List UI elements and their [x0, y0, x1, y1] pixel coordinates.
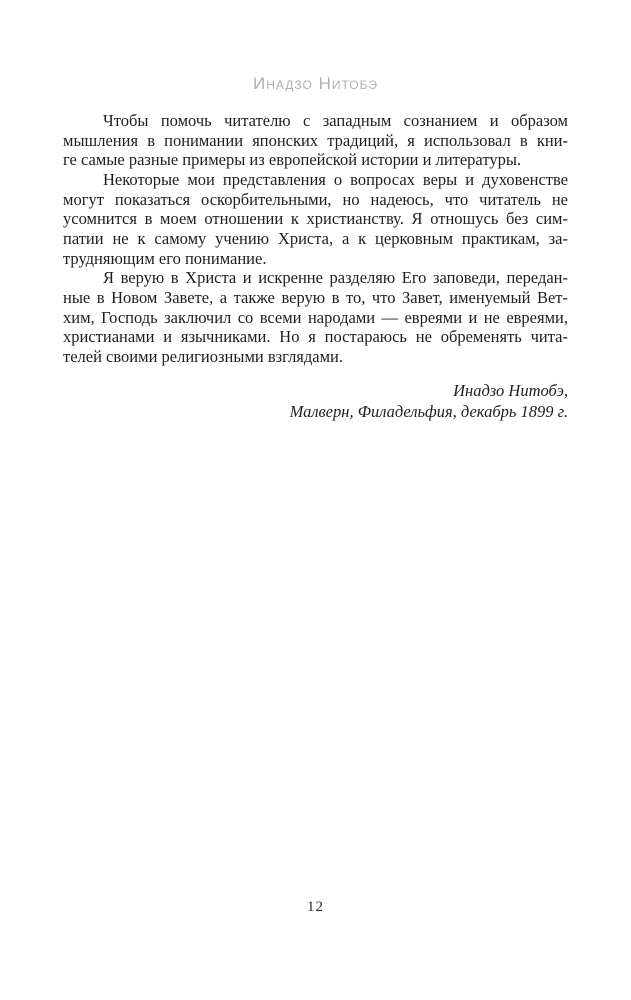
body-line: Чтобы помочь читателю с западным сознанием и образом — [103, 111, 568, 130]
body-line: ге самые разные примеры из европейской истории и литературы. — [63, 150, 522, 170]
body-line: Некоторые мои представления о вопросах веры и духовенстве — [103, 169, 568, 189]
body-line: усомнится в моем отношении к христианству. Я отношусь без сим- — [63, 209, 568, 229]
body-line: хим, Господь заключил со всеми народами — евреями и не евреями, — [63, 307, 568, 327]
body-line: Я верую в Христа и искренне разделяю Его заповеди, передан- — [103, 268, 568, 288]
paragraph — [63, 268, 568, 366]
body-line: могут показаться оскорбительными, но надеюсь, что читатель не — [63, 189, 568, 209]
body-text — [63, 111, 568, 367]
paragraph — [63, 111, 568, 170]
page-number: 12 — [307, 899, 324, 915]
running-header: Инадзо Нитобэ — [253, 74, 378, 93]
body-line: ные в Новом Завете, а также верую в то, что Завет, именуемый Вет- — [63, 287, 568, 307]
signature-author: Инадзо Нитобэ, — [453, 381, 568, 400]
body-line: патии не к самому учению Христа, а к церковным практикам, за- — [63, 228, 568, 248]
paragraph — [63, 170, 568, 268]
body-line: христианами и язычниками. Но я постараюсь не обременять чита- — [63, 327, 568, 347]
body-line: телей своими религиозными взглядами. — [63, 346, 344, 366]
signature-block — [63, 381, 568, 422]
body-line: трудняющим его понимание. — [63, 248, 267, 268]
signature-place-date: Малверн, Филадельфия, декабрь 1899 г. — [289, 401, 568, 421]
body-line: мышления в понимании японских традиций, я использовал в кни- — [63, 130, 568, 150]
